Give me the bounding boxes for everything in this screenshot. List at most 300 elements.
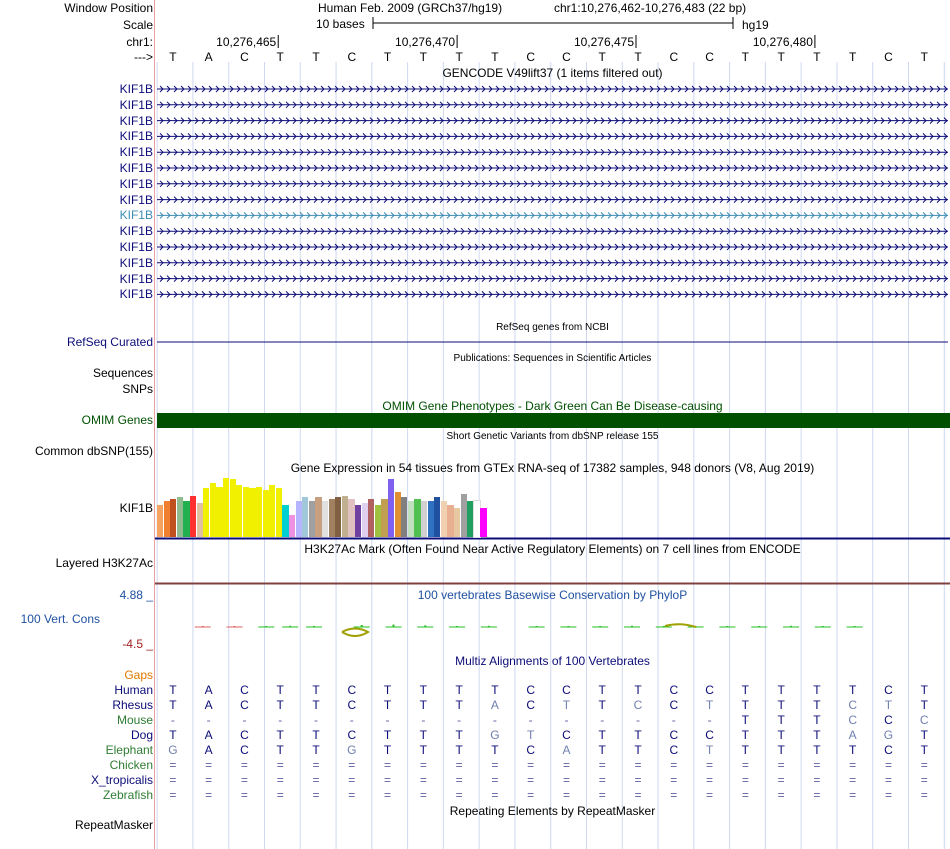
phylop-min-label: -4.5 _ [122,637,153,651]
alignment-base: A [204,683,213,697]
gtex-tissue-bar[interactable] [164,501,170,537]
phylop-tick [790,626,792,627]
gtex-tissue-bar[interactable] [388,479,394,537]
alignment-base: = [169,758,177,772]
base-letter: T [920,50,928,64]
alignment-base: C [919,713,929,727]
gtex-tissue-bar[interactable] [282,505,288,537]
alignment-base: T [741,698,750,712]
species-label: Elephant [105,743,153,757]
alignment-base: A [490,698,499,712]
alignment-base: = [419,773,427,787]
alignment-base: = [884,788,892,802]
gtex-tissue-bar[interactable] [223,478,229,537]
gtex-tissue-bar[interactable] [381,499,387,537]
alignment-base: C [526,698,535,712]
base-letter: C [562,50,571,64]
alignment-base: = [920,773,928,787]
alignment-base: A [204,698,213,712]
phylop-tick [854,626,856,627]
gtex-tissue-bar[interactable] [276,488,282,537]
gencode-gene-label[interactable]: KIF1B [119,145,153,160]
alignment-base: = [419,758,427,772]
alignment-base: - [349,713,354,727]
alignment-base: = [527,788,535,802]
alignment-base: - [457,713,462,727]
phylop-title: 100 vertebrates Basewise Conservation by PhyloP [417,588,688,602]
gencode-gene-label[interactable]: KIF1B [119,192,153,207]
alignment-base: - [528,713,533,727]
alignment-base: T [777,713,785,727]
alignment-base: A [848,728,857,742]
phylop-tick [289,626,291,627]
alignment-base: T [777,698,785,712]
alignment-base: = [205,773,213,787]
alignment-base: = [169,773,177,787]
scale-text: 10 bases [316,17,365,31]
alignment-base: C [240,683,249,697]
gtex-tissue-bar[interactable] [197,503,203,537]
alignment-base: T [312,743,320,757]
phylop-tick [456,626,458,627]
base-letter: T [312,50,320,64]
alignment-base: T [276,728,284,742]
alignment-base: T [920,683,928,697]
alignment-base: = [562,788,570,802]
repeatmasker-label[interactable]: RepeatMasker [74,818,153,832]
gtex-tissue-bar[interactable] [428,501,434,537]
sequences-label[interactable]: Sequences [92,366,153,380]
alignment-base: T [491,683,499,697]
alignment-base: = [777,773,785,787]
alignment-base: = [634,773,642,787]
alignment-base: C [526,743,535,757]
alignment-base: C [562,728,571,742]
alignment-base: T [813,713,821,727]
base-letter: C [240,50,249,64]
gtex-tissue-bar[interactable] [177,497,183,537]
phylop-tick [234,626,236,627]
alignment-base: C [848,713,857,727]
gtex-tissue-bar[interactable] [401,497,407,537]
phylop-tick [488,626,490,627]
gtex-tissue-bar[interactable] [408,501,414,537]
alignment-base: T [777,683,785,697]
gencode-gene-label[interactable]: KIF1B [119,176,153,191]
gtex-tissue-bar[interactable] [263,490,269,537]
alignment-base: T [491,743,499,757]
alignment-base: = [706,758,714,772]
base-letter: C [347,50,357,64]
gtex-tissue-bar[interactable] [256,487,262,537]
alignment-base: T [312,698,320,712]
omim-label[interactable]: OMIM Genes [81,413,153,427]
alignment-base: T [813,683,821,697]
alignment-base: - [385,713,390,727]
assembly-text: Human Feb. 2009 (GRCh37/hg19) [318,1,503,15]
alignment-base: = [240,773,248,787]
position-text: chr1:10,276,462-10,276,483 (22 bp) [554,1,747,15]
gtex-tissue-bar[interactable] [315,497,321,537]
alignment-base: - [421,713,426,727]
base-letter: C [669,50,679,64]
base-letter: T [777,50,785,64]
base-letter: T [741,50,750,64]
gencode-gene-label[interactable]: KIF1B [119,129,153,144]
alignment-base: = [491,788,499,802]
gtex-tissue-bar[interactable] [434,497,440,537]
alignment-base: T [813,743,821,757]
base-letter: T [169,50,177,64]
alignment-base: = [240,758,248,772]
alignment-base: = [491,773,499,787]
omim-bar[interactable] [157,413,950,428]
phylop-name-label[interactable]: 100 Vert. Cons [20,612,100,626]
phylop-tick [567,626,569,627]
alignment-base: A [204,743,213,757]
alignment-base: = [384,758,392,772]
gtex-tissue-bar[interactable] [395,492,401,537]
alignment-base: = [562,773,570,787]
alignment-base: = [598,788,606,802]
alignment-base: = [276,758,284,772]
alignment-base: = [813,758,821,772]
alignment-base: - [314,713,318,727]
gtex-tissue-bar[interactable] [414,499,420,537]
alignment-base: = [920,788,928,802]
gtex-tissue-bar[interactable] [157,505,163,537]
phylop-tick [599,626,601,627]
alignment-base: = [598,773,606,787]
alignment-base: = [849,773,857,787]
alignment-base: T [705,698,714,712]
alignment-base: = [169,788,177,802]
gtex-tissue-bar[interactable] [243,487,249,537]
base-letter: T [813,50,821,64]
phylop-max-label: 4.88 _ [119,588,153,602]
gtex-tissue-bar[interactable] [441,501,447,537]
species-label: Human [114,683,153,697]
alignment-base: = [455,758,463,772]
alignment-base: = [384,788,392,802]
alignment-base: = [813,773,821,787]
alignment-base: = [777,758,785,772]
alignment-base: T [598,683,606,697]
alignment-base: T [634,683,642,697]
gtex-tissue-bar[interactable] [170,499,176,537]
refseq-label[interactable]: RefSeq Curated [66,335,153,349]
gtex-tissue-bar[interactable] [203,488,209,537]
alignment-base: T [741,713,750,727]
alignment-base: T [920,698,928,712]
alignment-base: = [813,788,821,802]
alignment-base: T [383,698,392,712]
alignment-base: A [204,728,213,742]
alignment-base: T [849,683,857,697]
alignment-base: = [205,788,213,802]
alignment-base: T [920,728,928,742]
alignment-base: = [527,773,535,787]
alignment-base: = [598,758,606,772]
alignment-base: = [419,788,427,802]
alignment-base: G [883,728,894,742]
alignment-base: = [777,788,785,802]
multiz-title: Multiz Alignments of 100 Vertebrates [455,654,650,668]
base-letter: C [884,50,893,64]
alignment-base: T [741,728,750,742]
alignment-base: T [455,683,463,697]
gtex-tissue-bar[interactable] [230,479,236,537]
common-dbsnp-label[interactable]: Common dbSNP(155) [34,444,153,458]
alignment-base: T [813,728,821,742]
gencode-gene-label[interactable]: KIF1B [119,97,153,112]
gtex-tissue-bar[interactable] [236,485,242,537]
gtex-title: Gene Expression in 54 tissues from GTEx RNA-seq of 17382 samples, 948 donors (V8, Aug 2019) [290,461,815,475]
alignment-base: = [884,758,892,772]
alignment-base: = [670,758,678,772]
gencode-title: GENCODE V49lift37 (1 items filtered out) [442,66,663,80]
alignment-base: = [276,788,284,802]
alignment-base: = [562,758,570,772]
alignment-base: T [419,743,427,757]
alignment-base: A [562,743,571,757]
species-label: X_tropicalis [90,773,153,787]
alignment-base: C [669,728,679,742]
gtex-tissue-bar[interactable] [474,501,480,537]
alignment-base: - [564,713,569,727]
gtex-tissue-bar[interactable] [322,501,328,537]
alignment-base: T [169,728,177,742]
base-letter: C [526,50,535,64]
gtex-tissue-bar[interactable] [447,505,453,537]
publications-title: Publications: Sequences in Scientific Articles [453,353,652,364]
alignment-base: = [240,788,248,802]
alignment-base: C [705,728,714,742]
alignment-base: = [348,758,356,772]
alignment-base: - [170,713,175,727]
gtex-tissue-bar[interactable] [210,483,216,537]
alignment-base: T [419,698,427,712]
gencode-gene-label[interactable]: KIF1B [119,82,153,96]
alignment-base: T [598,728,606,742]
alignment-base: T [920,743,928,757]
gtex-tissue-bar[interactable] [302,497,308,537]
alignment-base: C [240,743,249,757]
phylop-tick [726,626,728,627]
base-letter: A [204,50,213,64]
phylop-tick [758,626,760,627]
gtex-tissue-bar[interactable] [480,508,486,537]
gtex-tissue-bar[interactable] [375,505,381,537]
alignment-base: - [206,713,211,727]
species-label: Dog [130,728,153,742]
alignment-base: = [741,773,749,787]
alignment-base: T [741,683,750,697]
alignment-base: C [884,713,893,727]
coordinate-label: 10,276,465 [216,35,277,49]
h3k27ac-label[interactable]: Layered H3K27Ac [55,556,153,570]
gtex-tissue-bar[interactable] [329,499,335,537]
phylop-tick [424,625,426,627]
alignment-base: = [706,773,714,787]
gtex-tissue-bar[interactable] [289,515,295,537]
species-label: Mouse [116,713,153,727]
base-letter: T [491,50,499,64]
alignment-base: = [205,758,213,772]
gtex-tissue-bar[interactable] [216,487,222,537]
alignment-base: T [455,743,463,757]
species-label: Chicken [109,758,153,772]
alignment-base: = [276,773,284,787]
phylop-tick [631,626,633,627]
alignment-base: = [312,773,320,787]
alignment-base: T [383,743,392,757]
base-letter: T [634,50,642,64]
alignment-base: T [777,743,785,757]
alignment-base: T [312,683,320,697]
alignment-base: T [455,698,463,712]
scale-label: Scale [122,18,153,32]
omim-title: OMIM Gene Phenotypes - Dark Green Can Be Disease-causing [382,399,723,413]
alignment-base: T [276,698,284,712]
alignment-base: T [849,743,857,757]
alignment-base: = [634,758,642,772]
gtex-tissue-bar[interactable] [467,501,473,537]
phylop-tick [313,626,315,627]
gencode-gene-label[interactable]: KIF1B [119,208,153,223]
base-letter: T [598,50,606,64]
gtex-tissue-bar[interactable] [342,496,348,537]
alignment-base: T [634,728,642,742]
gtex-tissue-bar[interactable] [355,505,361,537]
alignment-base: C [884,743,893,757]
alignment-base: T [813,698,821,712]
alignment-base: = [849,788,857,802]
gencode-gene-label[interactable]: KIF1B [119,240,153,254]
base-letter: T [276,50,284,64]
alignment-base: - [278,713,283,727]
coordinate-label: 10,276,475 [573,35,634,49]
strand-label: ---> [134,50,153,64]
alignment-base: T [276,683,284,697]
alignment-base: T [455,728,463,742]
alignment-base: - [671,713,676,727]
gencode-gene-label[interactable]: KIF1B [119,161,153,175]
alignment-base: = [384,773,392,787]
phylop-tick [822,626,824,627]
snps-label[interactable]: SNPs [122,382,153,396]
alignment-base: T [169,683,177,697]
alignment-base: = [741,788,749,802]
alignment-base: = [849,758,857,772]
gtex-tissue-bar[interactable] [368,499,374,537]
gencode-gene-label[interactable]: KIF1B [119,287,153,302]
phylop-tick [265,626,267,627]
dbsnp-title: Short Genetic Variants from dbSNP release 155 [446,431,659,442]
gencode-gene-label[interactable]: KIF1B [119,224,153,239]
gaps-label: Gaps [124,668,153,682]
alignment-base: = [884,773,892,787]
alignment-base: T [598,743,606,757]
base-letter: T [383,50,392,64]
alignment-base: - [600,713,605,727]
alignment-base: C [347,698,357,712]
alignment-base: T [276,743,284,757]
gtex-label[interactable]: KIF1B [119,501,153,515]
gtex-tissue-bar[interactable] [454,508,460,537]
alignment-base: T [419,728,427,742]
alignment-base: C [633,698,643,712]
alignment-base: - [707,713,712,727]
base-letter: T [849,50,857,64]
alignment-base: C [884,683,893,697]
alignment-base: T [527,728,535,742]
gtex-tissue-bar[interactable] [296,501,302,537]
alignment-base: G [168,743,178,757]
alignment-base: - [636,713,640,727]
alignment-base: T [634,743,642,757]
gtex-tissue-bar[interactable] [335,497,341,537]
species-label: Rhesus [112,698,153,712]
gtex-tissue-bar[interactable] [183,501,189,537]
alignment-base: C [848,698,857,712]
gtex-tissue-bar[interactable] [421,501,427,537]
gtex-tissue-bar[interactable] [309,501,315,537]
gencode-gene-label[interactable]: KIF1B [119,271,153,286]
gencode-gene-label[interactable]: KIF1B [119,255,153,270]
alignment-base: T [383,728,392,742]
window-position-label: Window Position [64,1,153,15]
gencode-gene-label[interactable]: KIF1B [119,113,153,128]
alignment-base: T [598,698,606,712]
gtex-tissue-bar[interactable] [362,503,368,537]
alignment-base: T [419,683,427,697]
alignment-base: T [741,743,750,757]
base-letter: T [419,50,427,64]
base-letter: C [705,50,714,64]
gtex-tissue-bar[interactable] [190,496,196,537]
alignment-base: - [242,713,247,727]
gtex-tissue-bar[interactable] [249,488,255,537]
chrom-label: chr1: [126,35,153,49]
alignment-base: T [383,683,392,697]
alignment-base: - [492,713,497,727]
alignment-base: = [312,788,320,802]
alignment-base: G [347,743,357,757]
base-letter: T [455,50,463,64]
alignment-base: = [634,788,642,802]
gtex-tissue-bar[interactable] [269,485,275,537]
gtex-tissue-bar[interactable] [348,499,354,537]
alignment-base: T [884,698,893,712]
species-label: Zebrafish [102,788,153,802]
phylop-tick [663,626,665,627]
alignment-base: C [669,683,679,697]
alignment-base: = [706,788,714,802]
gtex-tissue-bar[interactable] [461,494,467,537]
coordinate-label: 10,276,480 [752,35,813,49]
alignment-base: T [705,743,714,757]
alignment-base: C [347,683,357,697]
h3k27ac-title: H3K27Ac Mark (Often Found Near Active Regulatory Elements) on 7 cell lines from ENCODE [304,542,801,556]
db-text: hg19 [742,18,769,32]
alignment-base: = [312,758,320,772]
alignment-base: = [527,758,535,772]
alignment-base: C [347,728,357,742]
alignment-base: C [240,728,249,742]
alignment-base: = [920,758,928,772]
phylop-tick [361,625,363,627]
